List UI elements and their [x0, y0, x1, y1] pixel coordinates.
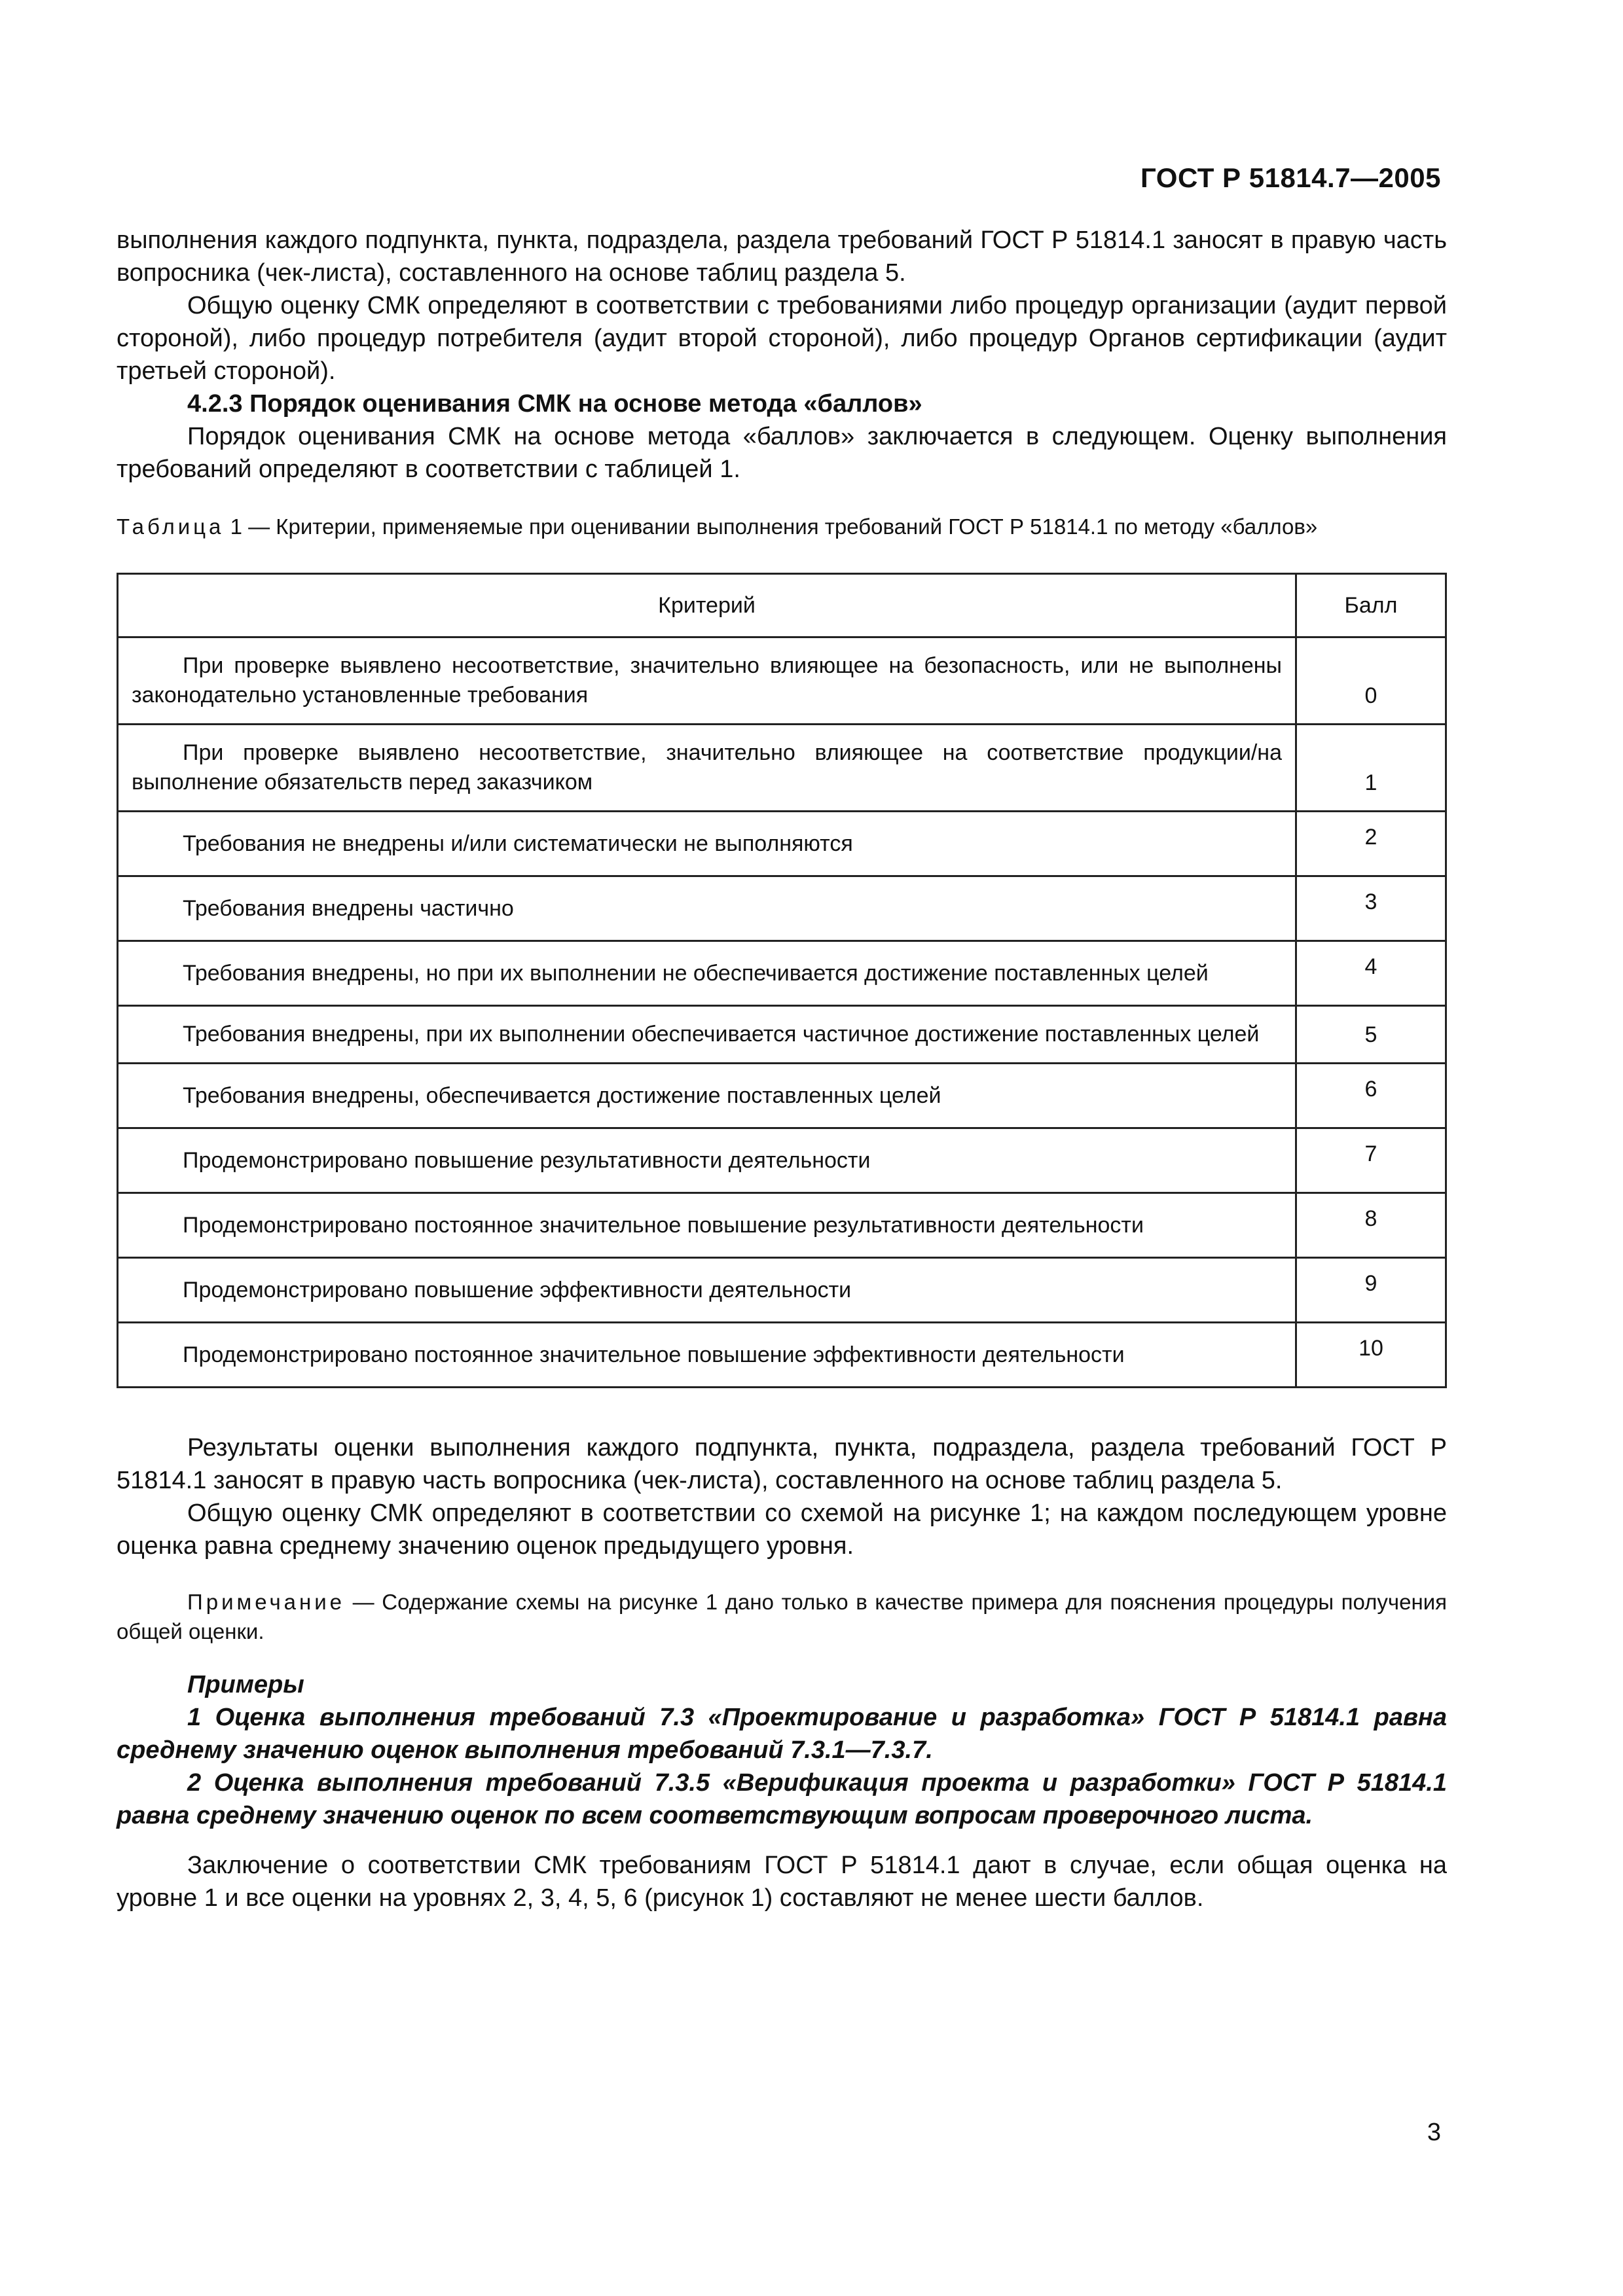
table-row: [118, 1064, 1446, 1128]
criterion-cell: [118, 1064, 1296, 1128]
examples-block: [117, 1668, 1447, 1832]
score-cell: 8: [1296, 1193, 1446, 1258]
score-cell: 9: [1296, 1258, 1446, 1323]
table-row: [118, 637, 1446, 725]
table-row: [118, 1006, 1446, 1064]
criterion-text: Требования не внедрены и/или систематически не выполняются: [183, 831, 853, 856]
table-caption: [117, 512, 1447, 541]
criterion-text: Требования внедрены частично: [183, 895, 514, 921]
conclusion-paragraph: Заключение о соответствии СМК требованиям ГОСТ Р 51814.1 дают в случае, если общая оценка на уровне 1 и все оценки на уровнях 2, 3, 4, 5, 6 (рисунок 1) составляют не менее шести баллов.: [117, 1852, 1447, 1912]
criterion-cell: [118, 1128, 1296, 1193]
criterion-text: Требования внедрены, но при их выполнении не обеспечивается достижение поставленных целей: [183, 960, 1209, 986]
score-cell: 1: [1296, 725, 1446, 812]
table-caption-label: Таблица: [117, 514, 225, 539]
page-content: [117, 224, 1447, 1914]
table-row: [118, 812, 1446, 876]
criterion-text: Требования внедрены, при их выполнении обеспечивается частичное достижение поставленных целей: [183, 1022, 1260, 1047]
section-paragraph: Порядок оценивания СМК на основе метода «баллов» заключается в следующем. Оценку выполнения требований определяют в соответствии с таблицей 1.: [117, 423, 1447, 483]
criterion-cell: [118, 637, 1296, 725]
score-cell: 5: [1296, 1006, 1446, 1064]
score-cell: 3: [1296, 876, 1446, 941]
section-heading: 4.2.3 Порядок оценивания СМК на основе метода «баллов»: [187, 390, 922, 418]
example-1: 1 Оценка выполнения требований 7.3 «Проектирование и разработка» ГОСТ Р 51814.1 равна среднему значению оценок выполнения требований 7.3.1—7.3.7.: [117, 1704, 1447, 1764]
note-text: — Содержание схемы на рисунке 1 дано только в качестве примера для пояснения процедуры получения общей оценки.: [117, 1590, 1447, 1643]
criterion-cell: [118, 1193, 1296, 1258]
column-header-criterion: Критерий: [118, 574, 1296, 637]
score-cell: 4: [1296, 941, 1446, 1006]
score-cell: 10: [1296, 1323, 1446, 1388]
intro-paragraph-2: Общую оценку СМК определяют в соответствии с требованиями либо процедур организации (аудит первой стороной), либо процедур потребителя (аудит второй стороной), либо процедур Органов сертификации (аудит третьей стороной).: [117, 292, 1447, 385]
criterion-cell: [118, 941, 1296, 1006]
criteria-table: [117, 573, 1447, 1388]
example-2: 2 Оценка выполнения требований 7.3.5 «Верификация проекта и разработки» ГОСТ Р 51814.1 равна среднему значению оценок по всем соответствующим вопросам проверочного листа.: [117, 1769, 1447, 1829]
score-cell: 6: [1296, 1064, 1446, 1128]
criterion-text: При проверке выявлено несоответствие, значительно влияющее на соответствие продукции/на выполнение обязательств перед заказчиком: [132, 740, 1282, 795]
criterion-cell: [118, 812, 1296, 876]
table-row: [118, 725, 1446, 812]
document-code-header: ГОСТ Р 51814.7—2005: [1140, 162, 1441, 193]
intro-paragraph-1: выполнения каждого подпункта, пункта, подраздела, раздела требований ГОСТ Р 51814.1 заносят в правую часть вопросника (чек-листа), составленного на основе таблиц раздела 5.: [117, 226, 1447, 287]
criterion-text: Требования внедрены, обеспечивается достижение поставленных целей: [183, 1083, 941, 1108]
results-paragraph: Результаты оценки выполнения каждого подпункта, пункта, подраздела, раздела требований ГОСТ Р 51814.1 заносят в правую часть вопросника (чек-листа), составленного на основе таблиц раздела 5.: [117, 1434, 1447, 1494]
criterion-text: Продемонстрировано постоянное значительное повышение эффективности деятельности: [183, 1342, 1125, 1367]
table-row: [118, 1323, 1446, 1388]
score-cell: 7: [1296, 1128, 1446, 1193]
criterion-text: Продемонстрировано повышение результативности деятельности: [183, 1147, 871, 1173]
table-row: [118, 941, 1446, 1006]
column-header-score: Балл: [1296, 574, 1446, 637]
criterion-cell: [118, 1006, 1296, 1064]
post-table-text: [117, 1431, 1447, 1562]
score-cell: 2: [1296, 812, 1446, 876]
page-number: 3: [1427, 2119, 1441, 2146]
examples-title: Примеры: [187, 1671, 304, 1698]
criterion-text: Продемонстрировано повышение эффективности деятельности: [183, 1277, 852, 1302]
criterion-text: Продемонстрировано постоянное значительное повышение результативности деятельности: [183, 1212, 1144, 1238]
note-block: [117, 1587, 1447, 1646]
criterion-cell: [118, 1323, 1296, 1388]
criterion-text: При проверке выявлено несоответствие, значительно влияющее на безопасность, или не выполнены законодательно установленные требования: [132, 653, 1282, 708]
criterion-cell: [118, 725, 1296, 812]
table-row: [118, 876, 1446, 941]
table-row: [118, 1193, 1446, 1258]
note-label: Примечание: [187, 1590, 346, 1614]
table-row: [118, 1258, 1446, 1323]
criterion-cell: [118, 876, 1296, 941]
criterion-cell: [118, 1258, 1296, 1323]
overall-assessment-paragraph: Общую оценку СМК определяют в соответствии со схемой на рисунке 1; на каждом последующем уровне оценка равна среднему значению оценок предыдущего уровня.: [117, 1499, 1447, 1560]
score-cell: 0: [1296, 637, 1446, 725]
table-row: [118, 1128, 1446, 1193]
table-header-row: [118, 574, 1446, 637]
table-caption-text: 1 — Критерии, применяемые при оценивании выполнения требований ГОСТ Р 51814.1 по методу «баллов»: [230, 514, 1318, 539]
